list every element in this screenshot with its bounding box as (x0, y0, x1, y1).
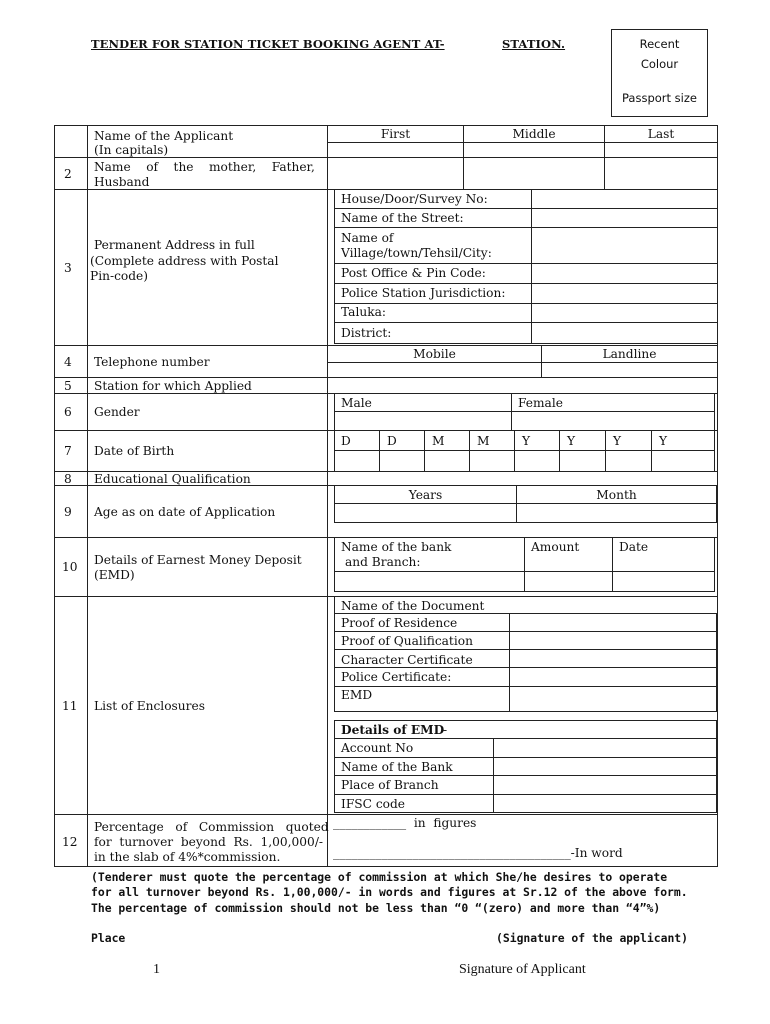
col-middle: Middle (512, 127, 556, 141)
col-mobile: Mobile (413, 347, 456, 361)
emd-branch-label: and Branch: (345, 555, 421, 569)
enclosures-label: List of Enclosures (94, 699, 205, 713)
emd-amount-field[interactable] (525, 572, 612, 591)
address-sub-1: (Complete address with Postal (90, 254, 279, 268)
row-number-7: 7 (64, 444, 72, 458)
passport-photo-box (611, 29, 708, 117)
village-label-2: Village/town/Tehsil/City: (341, 246, 492, 260)
emd-bankname-label: Name of the Bank (341, 760, 453, 774)
note-line-3: The percentage of commission should not be less than “0 “(zero) and more than “4”%) (91, 901, 661, 915)
commission-figures-field[interactable]: ____________ in figures (333, 816, 477, 830)
photo-line-3: Passport size (622, 91, 697, 105)
age-label: Age as on date of Application (94, 505, 276, 519)
village-label-1: Name of (341, 231, 394, 245)
row-number-8: 8 (64, 472, 72, 486)
emd-ifsc-label: IFSC code (341, 797, 405, 811)
dob-y1: Y (522, 434, 531, 448)
station-label: Station for which Applied (94, 379, 252, 393)
row-number-3: 3 (64, 261, 72, 275)
row-number-10: 10 (62, 560, 78, 574)
commission-label-3: in the slab of 4%*commission. (94, 850, 281, 864)
form-title-right: STATION. (502, 37, 566, 51)
parent-name-sub: Husband (94, 175, 150, 189)
emd-details-title: Details of EMD (341, 723, 445, 737)
telephone-label: Telephone number (94, 355, 210, 369)
emd-date-field[interactable] (613, 572, 714, 591)
dob-field[interactable] (335, 451, 714, 471)
district-label: District: (341, 326, 392, 340)
commission-label-2: for turnover beyond Rs. 1,00,000/- (94, 835, 324, 849)
post-office-field[interactable] (532, 264, 717, 283)
emd-place-field[interactable] (494, 776, 716, 794)
photo-line-2: Colour (640, 57, 679, 71)
doc-qualification: Proof of Qualification (341, 634, 473, 648)
gender-male-field[interactable] (335, 412, 511, 430)
doc-police: Police Certificate: (341, 670, 452, 684)
col-landline: Landline (602, 347, 657, 361)
col-last: Last (647, 127, 675, 141)
post-office-label: Post Office & Pin Code: (341, 266, 486, 280)
village-field[interactable] (532, 228, 717, 263)
emd-bank-field[interactable] (335, 572, 524, 591)
landline-field[interactable] (542, 363, 717, 377)
doc-header: Name of the Document (341, 599, 485, 613)
mobile-field[interactable] (328, 363, 541, 377)
doc-police-field[interactable] (510, 668, 716, 686)
dob-m1: M (432, 434, 445, 448)
note-line-1: (Tenderer must quote the percentage of commission at which She/he desires to operate (91, 870, 668, 884)
commission-words-field[interactable]: _______________________________________-In word (333, 846, 623, 860)
row-number-11: 11 (62, 699, 78, 713)
police-station-label: Police Station Jurisdiction: (341, 286, 506, 300)
middle-name-field[interactable] (464, 143, 604, 157)
police-station-field[interactable] (532, 284, 717, 303)
emd-bank-label: Name of the bank (341, 540, 452, 554)
gender-female-label: Female (518, 396, 563, 410)
education-label: Educational Qualification (94, 472, 251, 486)
form-title-left: TENDER FOR STATION TICKET BOOKING AGENT AT- (91, 37, 445, 51)
education-field[interactable] (328, 472, 717, 485)
doc-qualification-field[interactable] (510, 632, 716, 649)
emd-ifsc-field[interactable] (494, 795, 716, 812)
commission-label-1: Percentage of Commission quoted (94, 820, 329, 834)
applicant-signature-label: (Signature of the applicant) (496, 931, 689, 945)
doc-character-field[interactable] (510, 650, 716, 667)
place-label: Place (91, 931, 126, 945)
dob-d1: D (341, 434, 351, 448)
parent-name-label: Name of the mother, Father, (94, 160, 315, 174)
age-month-field[interactable] (517, 504, 716, 522)
first-name-field[interactable] (328, 143, 463, 157)
row-number-12: 12 (62, 835, 78, 849)
taluka-field[interactable] (532, 304, 717, 322)
gender-female-field[interactable] (512, 412, 714, 430)
row-number-9: 9 (64, 505, 72, 519)
col-years: Years (408, 488, 443, 502)
gender-male-label: Male (341, 396, 372, 410)
row-number-6: 6 (64, 405, 72, 419)
street-field[interactable] (532, 209, 717, 227)
emd-account-field[interactable] (494, 739, 716, 757)
doc-emd-field[interactable] (510, 687, 716, 711)
doc-residence: Proof of Residence (341, 616, 458, 630)
emd-bankname-field[interactable] (494, 758, 716, 775)
row-number-2: 2 (64, 167, 72, 181)
dob-y4: Y (659, 434, 668, 448)
dob-y2: Y (567, 434, 576, 448)
taluka-label: Taluka: (341, 305, 386, 319)
emd-date-label: Date (619, 540, 649, 554)
photo-line-1: Recent (639, 37, 680, 51)
emd-label: Details of Earnest Money Deposit (94, 553, 302, 567)
address-label: Permanent Address in full (94, 238, 255, 252)
emd-amount-label: Amount (531, 540, 580, 554)
emd-account-label: Account No (341, 741, 414, 755)
dob-y3: Y (613, 434, 622, 448)
station-field[interactable] (328, 378, 717, 393)
page-number: 1 (153, 962, 160, 977)
age-years-field[interactable] (335, 504, 516, 522)
emd-details-dash: - (443, 723, 448, 737)
dob-m2: M (477, 434, 490, 448)
applicant-name-sub: (In capitals) (94, 143, 169, 157)
col-first: First (380, 127, 411, 141)
last-name-field[interactable] (605, 143, 717, 157)
note-line-2: for all turnover beyond Rs. 1,00,000/- in words and figures at Sr.12 of the above form. (91, 885, 688, 899)
applicant-name-label: Name of the Applicant (94, 129, 234, 143)
footer-signature: Signature of Applicant (459, 962, 586, 977)
address-sub-2: Pin-code) (90, 269, 148, 283)
street-label: Name of the Street: (341, 211, 464, 225)
gender-label: Gender (94, 405, 140, 419)
district-field[interactable] (532, 323, 717, 343)
house-no-label: House/Door/Survey No: (341, 192, 488, 206)
doc-character: Character Certificate (341, 653, 473, 667)
emd-place-label: Place of Branch (341, 778, 439, 792)
emd-sub: (EMD) (94, 568, 135, 582)
row-number-5: 5 (64, 379, 72, 393)
doc-residence-field[interactable] (510, 614, 716, 631)
parent-name-field[interactable] (328, 158, 717, 189)
doc-emd: EMD (341, 688, 373, 702)
dob-d2: D (387, 434, 397, 448)
house-no-field[interactable] (532, 190, 717, 208)
row-number-4: 4 (64, 355, 72, 369)
col-month: Month (596, 488, 637, 502)
dob-label: Date of Birth (94, 444, 175, 458)
